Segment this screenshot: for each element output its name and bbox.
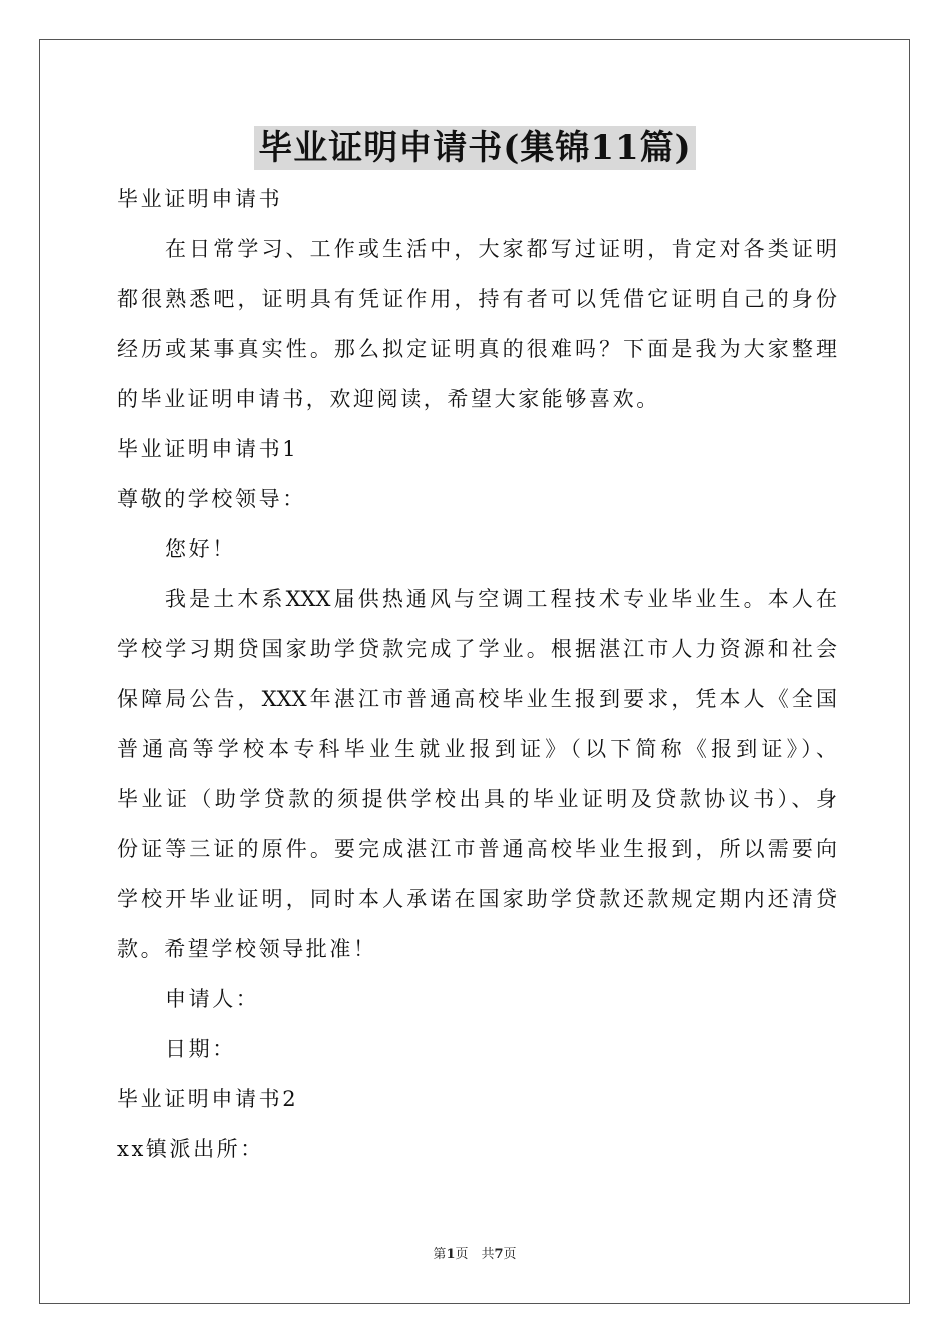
footer-page-current: 1 [446, 1247, 456, 1262]
paragraph-line: 都很熟悉吧，证明具有凭证作用，持有者可以凭借它证明自己的身份 [117, 287, 837, 311]
paragraph-line: 的毕业证明申请书，欢迎阅读，希望大家能够喜欢。 [117, 387, 660, 411]
paragraph-line: 款。希望学校领导批准！ [117, 937, 377, 961]
paragraph-line: 经历或某事真实性。那么拟定证明真的很难吗？下面是我为大家整理 [117, 337, 837, 361]
footer-page-suffix: 页 [503, 1247, 517, 1262]
salutation: xx镇派出所： [117, 1137, 264, 1161]
applicant-label: 申请人： [165, 987, 260, 1011]
salutation: 尊敬的学校领导： [117, 487, 306, 511]
greeting: 您好！ [165, 537, 236, 561]
paragraph-line: 我是土木系XXX届供热通风与空调工程技术专业毕业生。本人在 [165, 587, 837, 611]
document-title: 毕业证明申请书(集锦11篇) [254, 126, 696, 170]
paragraph-line: 毕业证（助学贷款的须提供学校出具的毕业证明及贷款协议书）、身 [117, 787, 837, 811]
section-heading-intro: 毕业证明申请书 [117, 187, 283, 211]
paragraph-line: 普通高等学校本专科毕业生就业报到证》（以下简称《报到证》）、 [117, 737, 837, 761]
section-heading-2: 毕业证明申请书2 [117, 1087, 299, 1111]
paragraph-line: 学校学习期贷国家助学贷款完成了学业。根据湛江市人力资源和社会 [117, 637, 837, 661]
page-border [39, 39, 910, 1304]
paragraph-line: 在日常学习、工作或生活中，大家都写过证明，肯定对各类证明 [165, 237, 837, 261]
title-container [0, 126, 950, 170]
paragraph-line: 保障局公告，XXX年湛江市普通高校毕业生报到要求，凭本人《全国 [117, 687, 837, 711]
section-heading-1: 毕业证明申请书1 [117, 437, 299, 461]
footer-page-mid: 页 共 [455, 1247, 495, 1262]
page-footer [0, 1246, 950, 1264]
paragraph-line: 份证等三证的原件。要完成湛江市普通高校毕业生报到，所以需要向 [117, 837, 837, 861]
footer-page-total: 7 [494, 1247, 504, 1262]
footer-page-prefix: 第 [433, 1247, 447, 1262]
date-label: 日期： [165, 1037, 236, 1061]
paragraph-line: 学校开毕业证明，同时本人承诺在国家助学贷款还款规定期内还清贷 [117, 887, 837, 911]
